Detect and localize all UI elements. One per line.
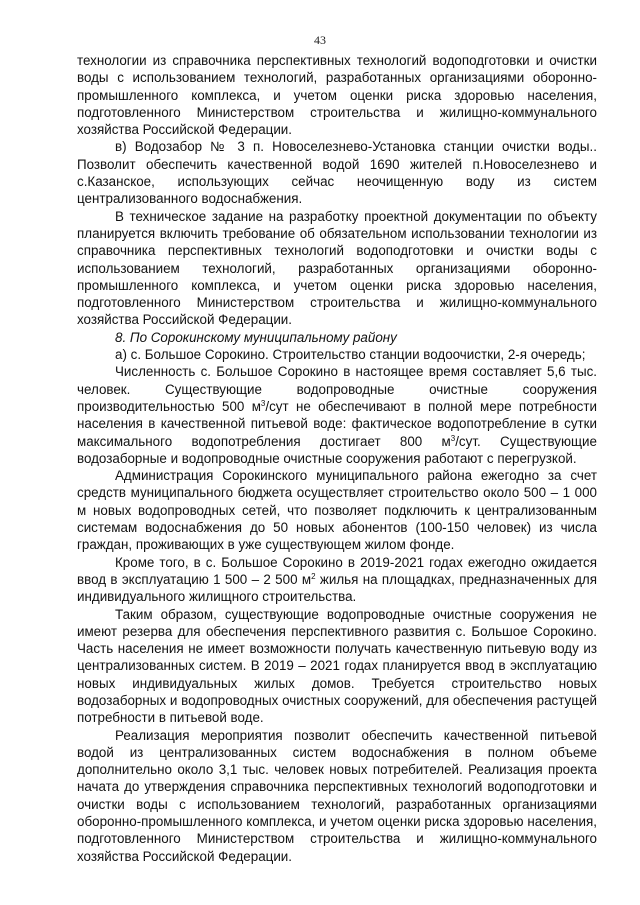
section-heading-text: 8. По Сорокинскому муниципальному району [115,329,397,345]
superscript: 3 [450,433,456,443]
paragraph [77,606,597,727]
paragraph [77,363,597,467]
superscript: 3 [260,398,266,408]
paragraph-text: Администрация Сорокинского муниципального района ежегодно за счет средств муниципального бюджета осуществляет строительство около 500 – 1 000 м новых водопроводных сетей, что позволяет подключить к централизованным системам водоснабжения до 50 новых абонентов (100-150 человек) из числа граждан, проживающих в уже существующем жилом фонде. [77,468,597,553]
paragraph [77,727,597,865]
paragraph-text: в) Водозабор № 3 п. Новоселезнево-Установка станции очистки воды.. Позволит обеспечить качественной водой 1690 жителей п.Новоселезнево и с.Казанское, использующих сейчас неочищенную воду из систем централизованного водоснабжения. [77,139,597,207]
paragraph [77,467,597,553]
document-body [77,52,597,865]
paragraph-text: /сут не обеспечивают в полной мере потребности населения в качественной питьевой воде: фактическое водопотребление в сутки максимального водопотребления достигает 800 м [77,398,597,449]
paragraph-text: Кроме того, в с. Большое Сорокино в 2019-2021 годах ежегодно ожидается ввод в эксплуатацию 1 500 – 2 500 м [77,554,597,587]
paragraph [77,208,597,329]
paragraph-text: Реализация мероприятия позволит обеспечить качественной питьевой водой из централизованных систем водоснабжения в полном объеме дополнительно около 3,1 тыс. человек новых потребителей. Реализация проекта начата до утверждения справочника перспективных технологий водоподготовки и очистки воды с использованием технологий, разработанных организациями оборонно-промышленного комплекса, и учетом оценки риска здоровью населения, подготовленного Министерством строительства и жилищно-коммунального хозяйства Российской Федерации. [77,727,597,864]
paragraph-text: /сут. Существующие водозаборные и водопроводные очистные сооружения работают с перегрузкой. [77,433,597,466]
section-heading [77,329,597,346]
paragraph-text: жилья на площадках, предназначенных для индивидуального жилищного строительства. [77,571,597,605]
paragraph [77,138,597,207]
paragraph [77,52,597,138]
paragraph [77,346,597,363]
paragraph-text: технологии из справочника перспективных технологий водоподготовки и очистки воды с использованием технологий, разработанных организациями оборонно-промышленного комплекса, и учетом оценки риска здоровью населения, подготовленного Министерством строительства и жилищно-коммунального хозяйства Российской Федерации. [77,53,597,138]
paragraph [77,554,597,606]
page-number: 43 [314,33,326,47]
paragraph-text: Таким образом, существующие водопроводные очистные сооружения не имеют резерва для обеспечения перспективного развития с. Большое Сорокино. Часть населения не имеет возможности получать качественную питьевую воду из централизованных систем. В 2019 – 2021 годах планируется ввод в эксплуатацию новых индивидуальных жилых домов. Требуется строительство новых водозаборных и водопроводных очистных сооружений, для обеспечения растущей потребности в питьевой воде. [77,606,597,726]
paragraph-text: Численность с. Большое Сорокино в настоящее время составляет 5,6 тыс. человек. Существующие водопроводные очистные сооружения производительностью 500 м [77,364,597,414]
paragraph-text: а) с. Большое Сорокино. Строительство станции водоочистки, 2-я очередь; [115,347,586,363]
paragraph-text: В техническое задание на разработку проектной документации по объекту планируется включить требование об обязательном использовании технологии из справочника перспективных технологий водоподготовки и очистки воды с использованием технологий, разработанных организациями оборонно-промышленного комплекса, и учетом оценки риска здоровью населения, подготовленного Министерством строительства и жилищно-коммунального хозяйства Российской Федерации. [77,208,597,328]
superscript: 2 [311,571,316,581]
